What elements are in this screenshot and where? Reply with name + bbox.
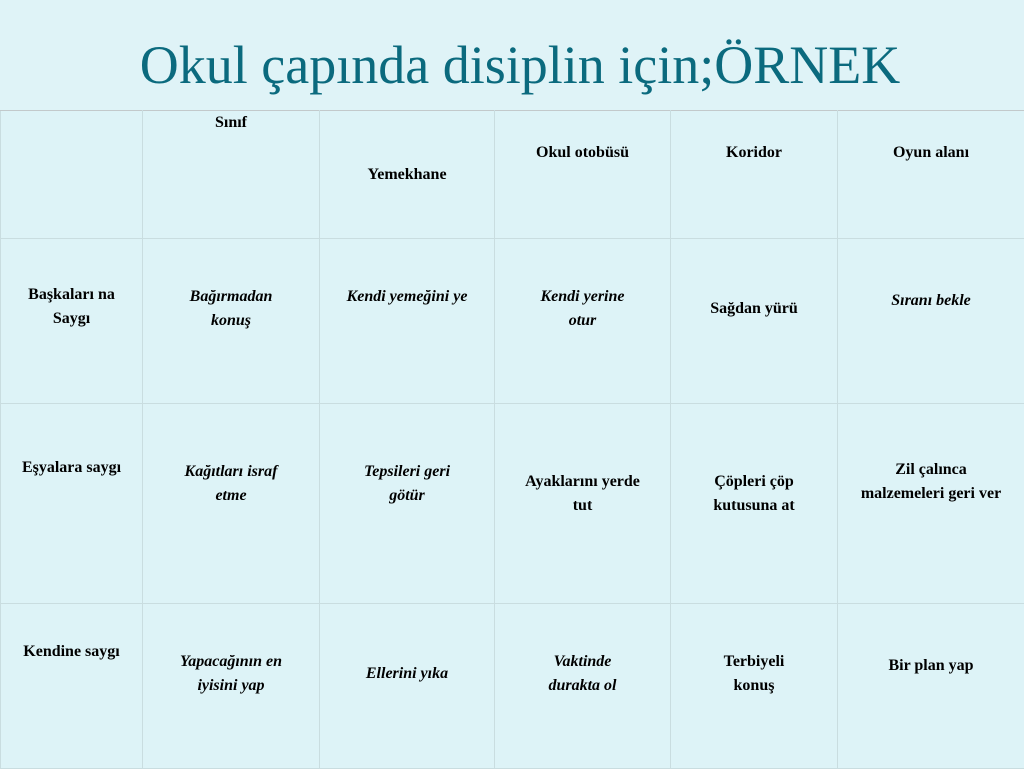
table-cell: Vaktinde durakta ol <box>495 604 671 769</box>
table-cell: Kendi yerine otur <box>495 239 671 404</box>
header-row <box>1 111 1024 239</box>
table-cell: Terbiyeli konuş <box>671 604 838 769</box>
table-cell: Tepsileri geri götür <box>320 404 495 604</box>
table-row <box>1 604 1024 769</box>
row-header: Başkaları na Saygı <box>1 239 143 404</box>
table-cell: Kendi yemeğini ye <box>320 239 495 404</box>
table-row <box>1 404 1024 604</box>
table-row <box>1 239 1024 404</box>
table-cell: Ellerini yıka <box>320 604 495 769</box>
column-header: Oyun alanı <box>838 111 1024 239</box>
column-header: Okul otobüsü <box>495 111 671 239</box>
column-header: Sınıf <box>143 111 320 239</box>
table-cell: Yapacağının en iyisini yap <box>143 604 320 769</box>
table-cell: Zil çalınca malzemeleri geri ver <box>838 404 1024 604</box>
row-header: Kendine saygı <box>1 604 143 769</box>
table-cell: Kağıtları israf etme <box>143 404 320 604</box>
table-cell: Sıranı bekle <box>838 239 1024 404</box>
table-cell: Bağırmadan konuş <box>143 239 320 404</box>
discipline-table <box>0 110 1024 769</box>
slide-title: Okul çapında disiplin için;ÖRNEK <box>0 30 1024 100</box>
column-header: Yemekhane <box>320 111 495 239</box>
table-cell: Ayaklarını yerde tut <box>495 404 671 604</box>
table-cell: Sağdan yürü <box>671 239 838 404</box>
corner-cell <box>1 111 143 239</box>
row-header: Eşyalara saygı <box>1 404 143 604</box>
column-header: Koridor <box>671 111 838 239</box>
table-cell: Bir plan yap <box>838 604 1024 769</box>
table-cell: Çöpleri çöp kutusuna at <box>671 404 838 604</box>
